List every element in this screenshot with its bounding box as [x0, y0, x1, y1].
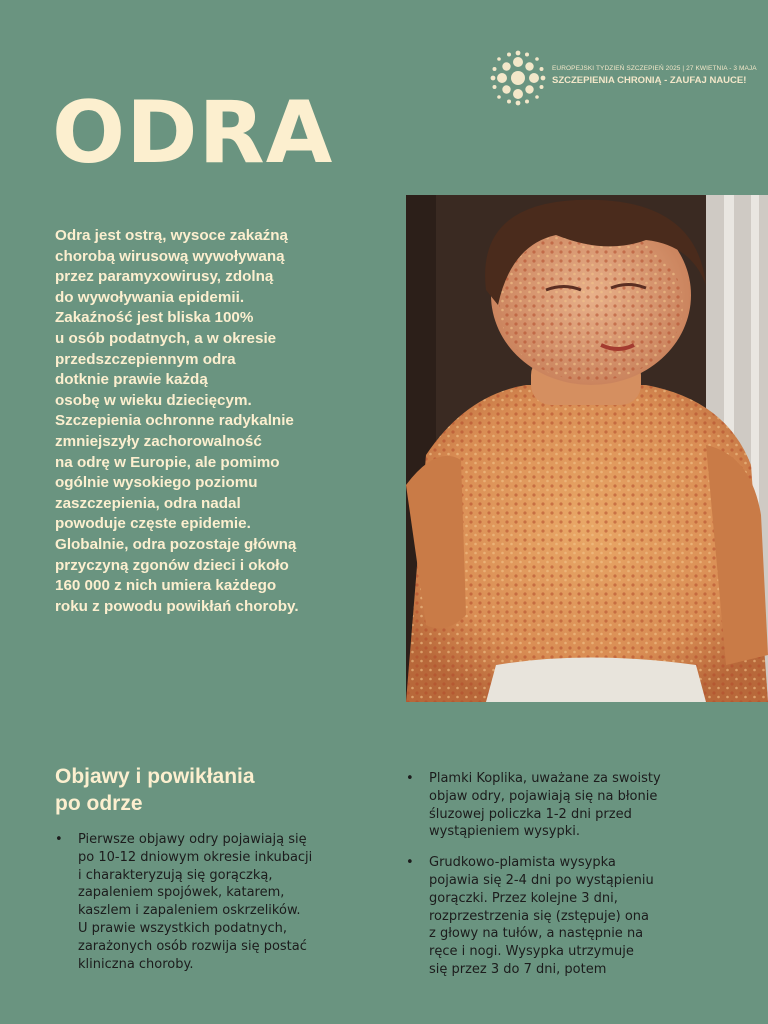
- list-item: [55, 831, 355, 973]
- text-line: przyczyną zgonów dzieci i około: [55, 556, 289, 574]
- text-line: Odra jest ostrą, wysoce zakaźną: [55, 227, 288, 244]
- text-line: z głowy na tułów, a następnie na: [429, 926, 644, 942]
- text-line: chorobą wirusową wywoływaną: [55, 247, 285, 265]
- text-line: u osób podatnych, a w okresie: [55, 329, 277, 347]
- text-line: zaszczepienia, odra nadal: [55, 494, 241, 512]
- text-line: Globalnie, odra pozostaje główną: [55, 535, 297, 553]
- text-line: przedszczepiennym odra: [55, 350, 236, 368]
- text-line: kliniczna choroby.: [78, 956, 194, 972]
- text-line: pojawia się 2-4 dni po wystąpieniu: [429, 872, 654, 888]
- text-line: U prawie wszystkich podatnych,: [78, 920, 288, 936]
- page-title: ODRA: [52, 83, 334, 183]
- text-line: do wywoływania epidemii.: [55, 288, 245, 306]
- text-line: Zakaźność jest bliska 100%: [55, 309, 254, 327]
- text-line: ogólnie wysokiego poziomu: [55, 474, 258, 492]
- text-line: kaszlem i zapaleniem oskrzelików.: [78, 903, 301, 919]
- text-line: Pierwsze objawy odry pojawiają się: [78, 832, 307, 847]
- virus-dots-icon: [490, 50, 546, 106]
- intro-paragraph: [55, 226, 370, 617]
- text-line: roku z powodu powikłań choroby.: [55, 597, 299, 615]
- text-line: śluzowej policzka 1-2 dni przed: [429, 806, 632, 822]
- text-line: wystąpieniem wysypki.: [429, 824, 580, 840]
- text-line: się przez 3 do 7 dni, potem: [429, 961, 607, 977]
- text-line: ręce i nogi. Wysypka utrzymuje: [429, 944, 634, 960]
- text-line: na odrę w Europie, ale pomimo: [55, 453, 280, 471]
- text-line: zapaleniem spojówek, katarem,: [78, 885, 285, 901]
- measles-child-photo: [406, 195, 768, 702]
- text-line: po odrze: [55, 792, 143, 815]
- text-line: dotknie prawie każdą: [55, 371, 208, 389]
- list-item: [406, 770, 706, 841]
- list-item: [406, 854, 706, 979]
- text-line: Plamki Koplika, uważane za swoisty: [429, 771, 661, 786]
- text-line: przez paramyxowirusy, zdolną: [55, 268, 274, 286]
- text-line: powoduje częste epidemie.: [55, 515, 251, 533]
- text-line: zarażonych osób rozwija się postać: [78, 938, 307, 954]
- text-line: i charakteryzują się gorączką,: [78, 867, 273, 883]
- text-line: objaw odry, pojawiają się na błonie: [429, 788, 658, 804]
- text-line: osobę w wieku dziecięcym.: [55, 391, 252, 409]
- text-line: 160 000 z nich umiera każdego: [55, 577, 277, 595]
- campaign-logo: [490, 50, 757, 106]
- campaign-dates: EUROPEJSKI TYDZIEŃ SZCZEPIEŃ 2025 | 27 KWIETNIA - 3 MAJA: [552, 65, 757, 72]
- symptoms-heading: [55, 763, 355, 817]
- text-line: rozprzestrzenia się (zstępuje) ona: [429, 908, 649, 924]
- text-line: Grudkowo-plamista wysypka: [429, 855, 616, 871]
- text-line: Objawy i powikłania: [55, 765, 255, 788]
- text-line: gorączki. Przez kolejne 3 dni,: [429, 890, 618, 906]
- text-line: po 10-12 dniowym okresie inkubacji: [78, 849, 313, 865]
- text-line: Szczepienia ochronne radykalnie: [55, 412, 294, 430]
- text-line: zmniejszyły zachorowalność: [55, 432, 262, 450]
- symptoms-list-left: [55, 831, 355, 986]
- symptoms-list-right: [406, 770, 706, 992]
- campaign-slogan: SZCZEPIENIA CHRONIĄ - ZAUFAJ NAUCE!: [552, 75, 747, 86]
